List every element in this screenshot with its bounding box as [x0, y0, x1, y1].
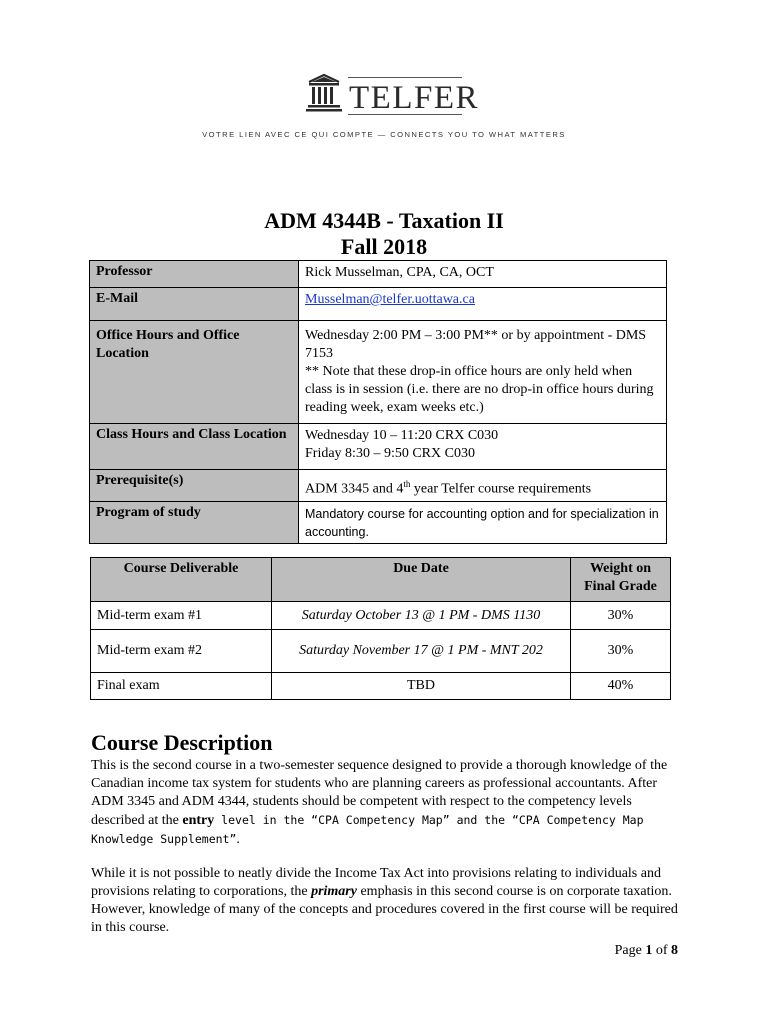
professor-label: Professor — [90, 261, 299, 288]
office-hours: Wednesday 2:00 PM – 3:00 PM** or by appointment - DMS 7153 — [305, 328, 647, 361]
weight-cell: 30% — [571, 602, 671, 630]
p1-end: . — [236, 832, 240, 847]
header-due-date: Due Date — [272, 558, 571, 602]
p2-text-b: emphasis in this second course is on corporate taxation. However, knowledge of many of the concepts and procedures covered in the first course will be required in this course. — [91, 884, 678, 935]
course-title: ADM 4344B - Taxation II — [264, 208, 504, 233]
info-row-class — [90, 424, 667, 470]
due-date-cell: Saturday November 17 @ 1 PM - MNT 202 — [272, 630, 571, 673]
p2-text-a: While it is not possible to neatly divide the Income Tax Act into provisions relating to individuals and provisions relating to corporations, the — [91, 866, 661, 899]
telfer-logo — [306, 73, 479, 117]
email-label: E-Mail — [90, 288, 299, 321]
email-link[interactable]: Musselman@telfer.uottawa.ca — [305, 292, 475, 307]
program-label: Program of study — [90, 501, 299, 543]
p2-bold: primary — [311, 884, 357, 899]
table-row — [91, 602, 671, 630]
p1-bold: entry — [182, 813, 215, 828]
class-time-2: Friday 8:30 – 9:50 CRX C030 — [305, 446, 475, 461]
deliverable-cell: Mid-term exam #1 — [91, 602, 272, 630]
term-title: Fall 2018 — [340, 234, 428, 259]
logo-rule — [348, 77, 462, 78]
page-of: of — [652, 943, 671, 958]
office-value — [299, 321, 667, 424]
prereq-sup: th — [403, 479, 411, 489]
due-date-cell: TBD — [272, 673, 571, 700]
logo-wordmark: TELFER — [349, 80, 479, 116]
deliverable-cell: Mid-term exam #2 — [91, 630, 272, 673]
page-label: Page — [614, 943, 646, 958]
weight-cell: 40% — [571, 673, 671, 700]
class-label: Class Hours and Class Location — [90, 424, 299, 470]
header-weight: Weight on Final Grade — [571, 558, 671, 602]
office-label: Office Hours and Office Location — [90, 321, 299, 424]
logo-rule-bottom — [348, 114, 462, 115]
info-row-program — [90, 501, 667, 543]
building-icon — [306, 73, 342, 117]
deliverables-header — [91, 558, 671, 602]
professor-value: Rick Musselman, CPA, CA, OCT — [299, 261, 667, 288]
deliverable-cell: Final exam — [91, 673, 272, 700]
due-date-cell: Saturday October 13 @ 1 PM - DMS 1130 — [272, 602, 571, 630]
page-current: 1 — [645, 943, 653, 958]
course-info-table — [89, 260, 667, 544]
info-row-office — [90, 321, 667, 424]
description-paragraph-1 — [91, 757, 681, 849]
prereq-value — [299, 470, 667, 502]
weight-cell: 30% — [571, 630, 671, 673]
info-row-email — [90, 288, 667, 321]
deliverables-table — [90, 557, 671, 700]
p1-text: This is the second course in a two-semester sequence designed to provide a thorough knowledge of the Canadian income tax system for students who are planning careers as professional accountants. After ADM 3345 and ADM 4344, students should be competent with respect to the competency levels described at the — [91, 758, 668, 828]
class-value — [299, 424, 667, 470]
section-heading: Course Description — [91, 730, 273, 755]
email-cell — [299, 288, 667, 321]
class-time-1: Wednesday 10 – 11:20 CRX C030 — [305, 428, 499, 443]
page-total: 8 — [671, 943, 678, 958]
page-number — [615, 943, 678, 959]
description-paragraph-2 — [91, 865, 681, 937]
info-row-prereq — [90, 470, 667, 502]
prereq-text-b: year Telfer course requirements — [410, 481, 592, 497]
program-value: Mandatory course for accounting option and for specialization in accounting. — [299, 501, 667, 543]
info-row-professor — [90, 261, 667, 288]
header-deliverable: Course Deliverable — [91, 558, 272, 602]
table-row — [91, 673, 671, 700]
table-row — [91, 630, 671, 673]
tagline: VOTRE LIEN AVEC CE QUI COMPTE — CONNECTS YOU TO WHAT MATTERS — [202, 130, 566, 139]
office-note: ** Note that these drop-in office hours are only held when class is in session (i.e. there are no drop-in office hours during reading week, exam weeks etc.) — [305, 364, 654, 415]
prereq-label: Prerequisite(s) — [90, 470, 299, 502]
prereq-text-a: ADM 3345 and 4 — [305, 481, 404, 497]
p1-mono: level in the “CPA Competency Map” and the “CPA Competency Map Knowledge Supplement” — [91, 813, 644, 846]
